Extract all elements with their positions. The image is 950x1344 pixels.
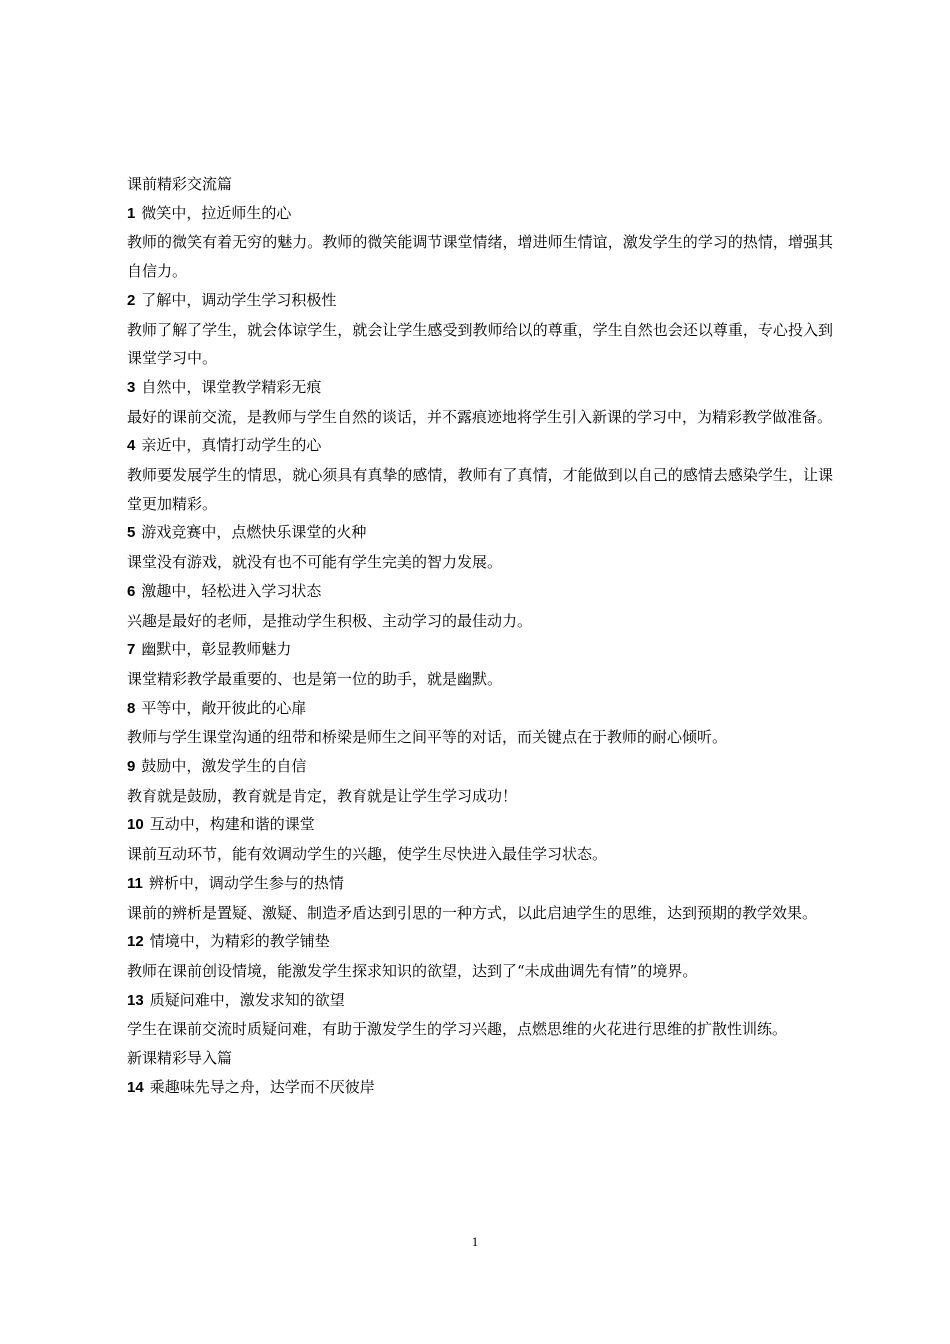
item-number: 1 (127, 204, 136, 222)
item-heading (127, 431, 833, 461)
item-heading-text: 辨析中，调动学生参与的热情 (148, 873, 344, 892)
item-heading (127, 752, 833, 782)
item-heading (127, 373, 833, 403)
item-number: 9 (127, 758, 136, 776)
item-heading (127, 1073, 833, 1103)
item-body: 学生在课前交流时质疑问难，有助于激发学生的学习兴趣，点燃思维的火花进行思维的扩散性训练。 (127, 1020, 788, 1039)
item-body: 课堂精彩教学最重要的、也是第一位的助手，就是幽默。 (127, 669, 503, 688)
item-heading (127, 810, 833, 840)
item-number: 10 (127, 816, 144, 834)
item-number: 11 (127, 874, 143, 892)
item-body: 教师与学生课堂沟通的纽带和桥梁是师生之间平等的对话，而关键点在于教师的耐心倾听。 (127, 728, 728, 747)
item-heading (127, 199, 833, 229)
item-number: 14 (127, 1078, 144, 1096)
item-body: 最好的课前交流，是教师与学生自然的谈话，并不露痕迹地将学生引入新课的学习中，为精彩教学做准备。 (127, 407, 833, 426)
item-heading (127, 577, 833, 607)
item-heading (127, 869, 833, 899)
item-heading-text: 乘趣味先导之舟，达学而不厌彼岸 (149, 1077, 375, 1096)
item-heading-text: 平等中，敞开彼此的心扉 (141, 698, 307, 717)
item-number: 6 (127, 582, 136, 600)
item-heading (127, 518, 833, 548)
item-number: 12 (127, 933, 144, 951)
item-heading-text: 了解中，调动学生学习积极性 (141, 290, 337, 309)
item-body: 课前互动环节，能有效调动学生的兴趣，使学生尽快进入最佳学习状态。 (127, 845, 608, 864)
section-title: 新课精彩导入篇 (127, 1049, 233, 1068)
item-heading-text: 互动中，构建和谐的课堂 (149, 815, 315, 834)
item-heading-text: 游戏竞赛中，点燃快乐课堂的火种 (141, 523, 367, 542)
item-heading-text: 质疑问难中，激发求知的欲望 (149, 990, 345, 1009)
item-heading (127, 927, 833, 957)
item-body: 教师了解了学生，就会体谅学生，就会让学生感受到教师给以的尊重，学生自然也会还以尊重，专心投入到课堂学习中。 (127, 320, 833, 368)
item-heading-text: 亲近中，真情打动学生的心 (141, 436, 322, 455)
item-heading (127, 635, 833, 665)
item-number: 13 (127, 991, 144, 1009)
item-body: 课堂没有游戏，就没有也不可能有学生完美的智力发展。 (127, 553, 503, 572)
item-number: 3 (127, 378, 136, 396)
item-body: 教育就是鼓励，教育就是肯定，教育就是让学生学习成功！ (127, 786, 518, 805)
page-number: 1 (471, 1234, 479, 1249)
item-heading-text: 鼓励中，激发学生的自信 (141, 757, 307, 776)
item-body: 兴趣是最好的老师，是推动学生积极、主动学习的最佳动力。 (127, 611, 533, 630)
item-body: 教师的微笑有着无穷的魅力。教师的微笑能调节课堂情绪，增进师生情谊，激发学生的学习的热情，增强其自信力。 (127, 233, 833, 281)
section-title: 课前精彩交流篇 (127, 175, 233, 193)
item-heading-text: 幽默中，彰显教师魅力 (141, 640, 292, 659)
item-body: 课前的辨析是置疑、激疑、制造矛盾达到引思的一种方式，以此启迪学生的思维，达到预期的教学效果。 (127, 903, 818, 922)
item-heading-text: 自然中，课堂教学精彩无痕 (141, 377, 322, 396)
document-body (127, 170, 833, 1103)
item-heading (127, 986, 833, 1016)
item-body: 教师在课前创设情境，能激发学生探求知识的欲望，达到了“未成曲调先有情”的境界。 (127, 961, 698, 980)
item-body: 教师要发展学生的情思，就心须具有真挚的感情，教师有了真情，才能做到以自己的感情去感染学生，让课堂更加精彩。 (127, 466, 833, 513)
item-number: 8 (127, 699, 136, 717)
item-heading (127, 694, 833, 724)
item-heading-text: 激趣中，轻松进入学习状态 (141, 581, 322, 600)
item-heading-text: 情境中，为精彩的教学铺垫 (149, 932, 330, 951)
item-heading (127, 286, 833, 316)
item-number: 2 (127, 291, 136, 309)
item-heading-text: 微笑中，拉近师生的心 (141, 203, 292, 222)
item-number: 4 (127, 437, 136, 455)
item-number: 7 (127, 641, 136, 659)
item-number: 5 (127, 524, 136, 542)
